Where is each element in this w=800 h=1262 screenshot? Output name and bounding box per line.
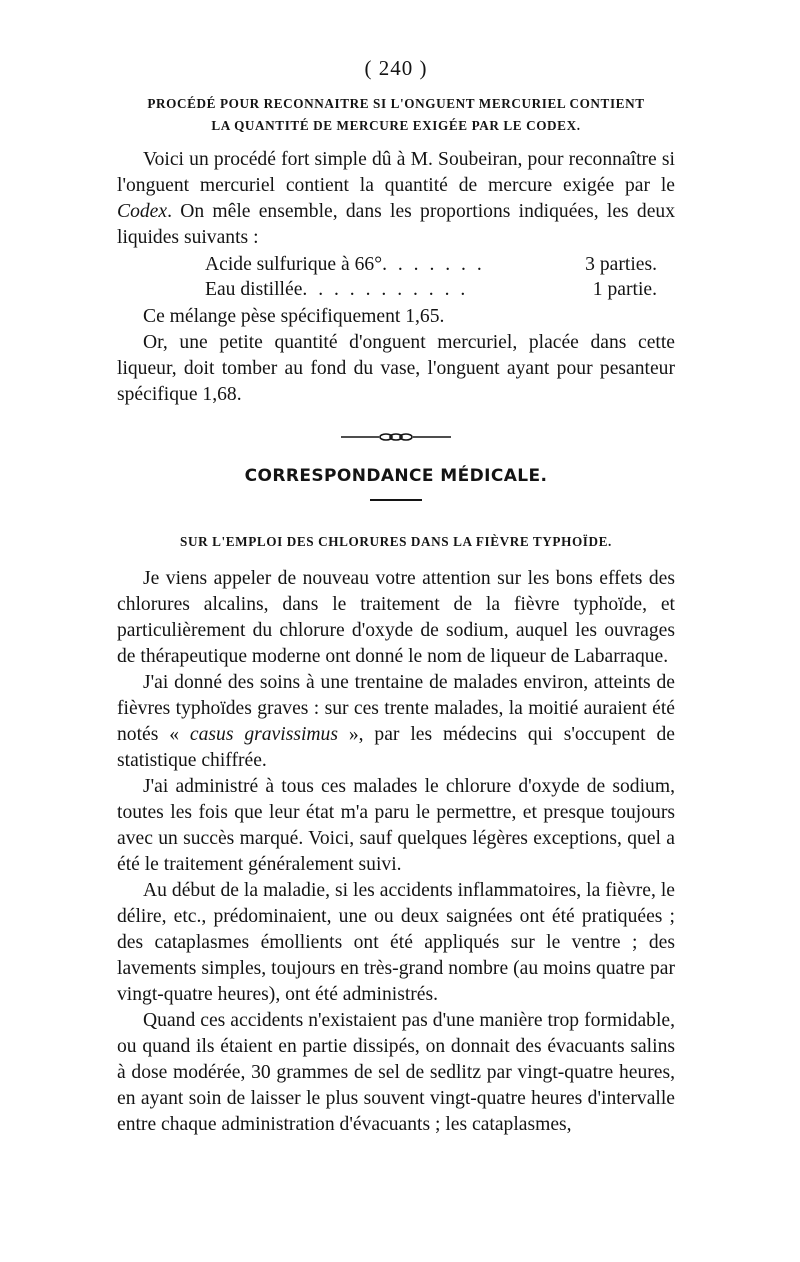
recipe-list xyxy=(117,252,675,302)
paragraph-5: Quand ces accidents n'existaient pas d'une manière trop formidable, ou quand ils étaient en partie dissipés, on donnait des évacuants salins à dose modérée, 30 grammes de sel de sedlitz par vingt-quatre heures, en ayant soin de laisser le plus souvent vingt-quatre heures d'intervalle entre chaque administration d'évacuants ; les cataplasmes, xyxy=(117,1010,675,1135)
procedure-heading-line-1: PROCÉDÉ POUR RECONNAITRE SI L'ONGUENT MERCURIEL CONTIENT xyxy=(147,96,645,111)
procedure-intro-text-end: . On mêle ensemble, dans les proportions indiquées, les deux liquides suivants : xyxy=(117,201,675,248)
recipe-row xyxy=(117,277,675,302)
codex-reference: Codex xyxy=(117,201,168,222)
section-subtitle: SUR L'EMPLOI DES CHLORURES DANS LA FIÈVRE TYPHOÏDE. xyxy=(180,534,612,549)
procedure-intro xyxy=(117,147,675,251)
procedure-heading-line-2: LA QUANTITÉ DE MERCURE EXIGÉE PAR LE CODEX. xyxy=(211,118,581,133)
recipe-leader-dots: . . . . . . . . . . . xyxy=(302,279,469,300)
recipe-ingredient-name: Eau distillée xyxy=(205,279,303,300)
paragraph-2-text-end: », par les médecins qui s'occupent de statistique chiffrée. xyxy=(117,724,675,771)
paragraph-2-text: J'ai donné des soins à une trentaine de malades environ, atteints de fièvres typhoïdes graves : sur ces trente malades, la moitié auraient été notés « xyxy=(117,672,675,745)
latin-quote: casus gravissimus xyxy=(189,724,338,745)
recipe-ingredient-name: Acide sulfurique à 66° xyxy=(205,254,383,275)
paragraph-1: Je viens appeler de nouveau votre attention sur les bons effets des chlorures alcalins, dans le traitement de la fièvre typhoïde, et particulièrement du chlorure d'oxyde de sodium, auquel les ouvrages de thérapeutique moderne ont donné le nom de liqueur de Labarraque. xyxy=(117,568,675,667)
recipe-leader-dots: . . . . . . . xyxy=(382,254,485,275)
recipe-quantity: 3 parties. xyxy=(585,254,657,275)
procedure-heading xyxy=(117,93,675,137)
section-title: CORRESPONDANCE MÉDICALE. xyxy=(244,466,548,486)
recipe-ingredient xyxy=(205,277,493,302)
recipe-ingredient xyxy=(205,252,493,277)
title-rule xyxy=(370,499,422,501)
paragraph-4: Au début de la maladie, si les accidents inflammatoires, la fièvre, le délire, etc., prédominaient, une ou deux saignées ont été pratiquées ; des cataplasmes émollients ont été appliqués sur le ventre ; des lavements simples, toujours en très-grand nombre (au moins quatre par vingt-quatre heures), ont été administrés. xyxy=(117,880,675,1005)
recipe-note: Ce mélange pèse spécifiquement 1,65. xyxy=(143,306,445,327)
book-page xyxy=(117,58,675,1138)
recipe-row xyxy=(117,252,675,277)
recipe-quantity: 1 partie. xyxy=(592,279,657,300)
ornament-divider-icon xyxy=(341,432,451,442)
page-number: ( 240 ) xyxy=(364,56,428,80)
procedure-intro-text: Voici un procédé fort simple dû à M. Soubeiran, pour reconnaître si l'onguent mercuriel contient la quantité de mercure exigée par le xyxy=(117,149,675,196)
paragraph-2 xyxy=(117,670,675,774)
paragraph-3: J'ai administré à tous ces malades le chlorure d'oxyde de sodium, toutes les fois que leur état m'a paru le permettre, et presque toujours avec un succès marqué. Voici, sauf quelques légères exceptions, quel a été le traitement généralement suivi. xyxy=(117,776,675,875)
procedure-conclusion: Or, une petite quantité d'onguent mercuriel, placée dans cette liqueur, doit tomber au fond du vase, l'onguent ayant pour pesanteur spécifique 1,68. xyxy=(117,332,675,405)
